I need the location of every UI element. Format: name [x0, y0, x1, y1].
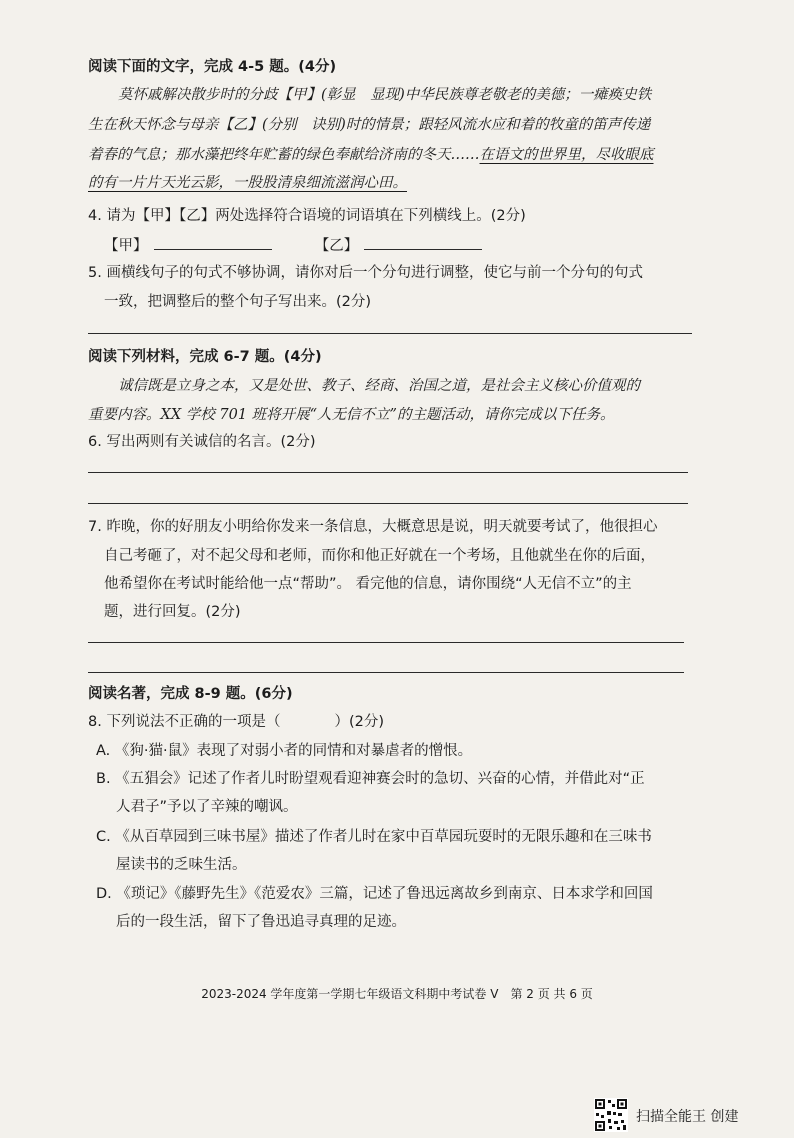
option-d-line-1: D. 《琐记》《藤野先生》《范爱农》三篇，记述了鲁迅远离故乡到南京、日本求学和回国: [96, 886, 653, 902]
option-a: A. 《狗·猫·鼠》表现了对弱小者的同情和对暴虐者的憎恨。: [96, 743, 473, 759]
option-b-line-1: B. 《五猖会》记述了作者儿时盼望观看迎神赛会时的急切、兴奋的心情，并借此对“正: [96, 771, 645, 787]
underlined-sentence-part2: 的有一片片天光云影，一股股清泉细流滋润心田。: [88, 175, 407, 191]
option-b-line-2: 人君子”予以了辛辣的嘲讽。: [116, 799, 298, 815]
answer-line-q5[interactable]: [88, 333, 692, 334]
material-line-2: 重要内容。XX 学校 701 班将开展“人无信不立”的主题活动，请你完成以下任务。: [88, 407, 615, 423]
answer-blank-jia[interactable]: [154, 235, 272, 250]
qr-code-icon: [594, 1098, 628, 1132]
question-7-line-1: 7. 昨晚，你的好朋友小明给你发来一条信息，大概意思是说，明天就要考试了，他很担心: [88, 519, 658, 535]
question-5-line-1: 5. 画横线句子的句式不够协调，请你对后一个分句进行调整，使它与前一个分句的句式: [88, 265, 643, 281]
question-7-line-2: 自己考砸了，对不起父母和老师，而你和他正好就在一个考场，且他就坐在你的后面，: [104, 548, 655, 564]
scanner-watermark-text: 扫描全能王 创建: [636, 1109, 739, 1125]
label-jia: 【甲】: [104, 238, 148, 254]
question-4-answers: [104, 235, 482, 256]
answer-line-q6-2[interactable]: [88, 503, 688, 504]
option-d-line-2: 后的一段生活，留下了鲁迅追寻真理的足迹。: [116, 914, 406, 930]
question-8-prompt-start: 8. 下列说法不正确的一项是（: [88, 714, 281, 730]
passage-line-3-text: 着春的气息；那水藻把终年贮蓄的绿色奉献给济南的冬天……: [88, 147, 480, 163]
section-heading-8-9: 阅读名著，完成 8-9 题。(6分): [88, 686, 293, 702]
answer-line-q7-2[interactable]: [88, 672, 684, 673]
scanner-watermark: [594, 1098, 784, 1138]
section-heading-4-5: 阅读下面的文字，完成 4-5 题。(4分): [88, 59, 337, 75]
page-footer: 2023-2024 学年度第一学期七年级语文科期中考试卷 V 第 2 页 共 6 页: [201, 987, 593, 1001]
question-8-prompt-end: ）(2分): [334, 714, 384, 730]
answer-line-q6-1[interactable]: [88, 472, 688, 473]
passage-line-3: [88, 145, 654, 165]
passage-line-2: 生在秋天怀念与母亲【乙】(分别 诀别)时的情景；跟轻风流水应和着的牧童的笛声传递: [88, 117, 651, 133]
question-5-line-2: 一致，把调整后的整个句子写出来。(2分): [104, 294, 372, 310]
answer-blank-yi[interactable]: [364, 235, 482, 250]
label-yi: 【乙】: [314, 238, 359, 254]
option-c-line-1: C. 《从百草园到三味书屋》描述了作者儿时在家中百草园玩耍时的无限乐趣和在三味书: [96, 829, 652, 845]
material-line-1: 诚信既是立身之本，又是处世、教子、经商、治国之道，是社会主义核心价值观的: [118, 378, 640, 394]
passage-line-1: 莫怀戚解决散步时的分歧【甲】(彰显 显现)中华民族尊老敬老的美德；一瘫痪史铁: [118, 87, 652, 103]
section-heading-6-7: 阅读下列材料，完成 6-7 题。(4分): [88, 349, 322, 365]
question-6-prompt: 6. 写出两则有关诚信的名言。(2分): [88, 434, 316, 450]
question-8-prompt: [88, 712, 384, 732]
question-7-line-3: 他希望你在考试时能给他一点“帮助”。 看完他的信息，请你围绕“人无信不立”的主: [104, 576, 632, 592]
question-4-prompt: 4. 请为【甲】【乙】两处选择符合语境的词语填在下列横线上。(2分): [88, 208, 526, 224]
answer-line-q7-1[interactable]: [88, 642, 684, 643]
question-7-line-4: 题，进行回复。(2分): [104, 604, 241, 620]
underlined-sentence-part1: 在语文的世界里，尽收眼底: [479, 147, 654, 163]
option-c-line-2: 屋读书的乏味生活。: [116, 857, 247, 873]
